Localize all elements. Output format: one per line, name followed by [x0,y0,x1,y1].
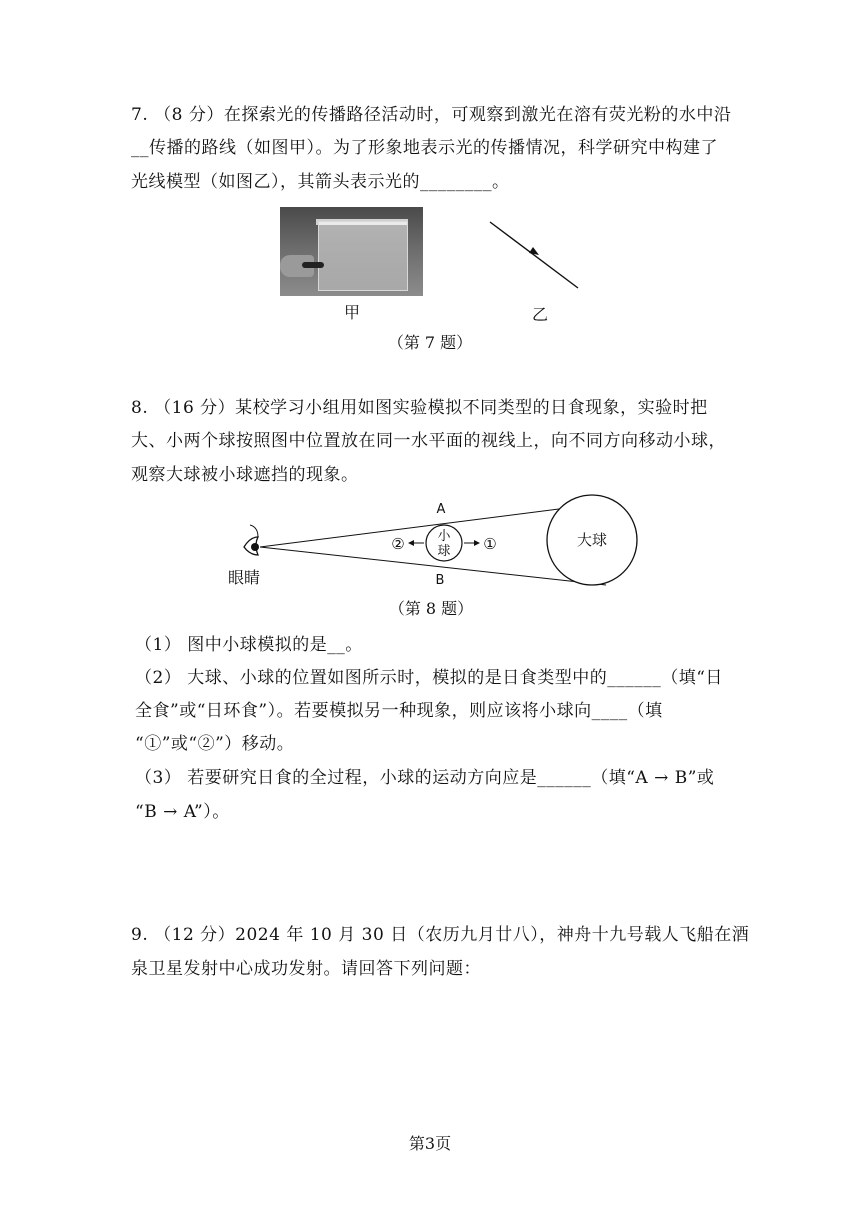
q7-line-1: 7. （8 分）在探索光的传播路径活动时，可观察到激光在溶有荧光粉的水中沿 [131,105,732,125]
q8-line-1: 8. （16 分）某校学习小组用如图实验模拟不同类型的日食现象，实验时把 [131,398,708,418]
fig-label-yi: 乙 [531,305,549,324]
small-ball-label-1: 小 [437,529,451,544]
light-ray-arrowhead [529,247,539,255]
eclipse-diagram [228,495,648,590]
page-number: 第3页 [408,1134,452,1153]
q8-line-3: 观察大球被小球遮挡的现象。 [131,465,359,485]
q8-sub-1: （1） 图中小球模拟的是__。 [135,635,363,655]
q7-line-2: __传播的路线（如图甲）。为了形象地表示光的传播情况，科学研究中构建了 [131,138,718,158]
q8-sub-2-line-2: 全食”或“日环食”）。若要模拟另一种现象，则应该将小球向____（填 [135,701,663,721]
arrow-right-head [474,540,480,546]
eye-pupil [251,543,259,551]
big-ball-label: 大球 [576,531,608,549]
eye-label: 眼睛 [228,568,261,587]
light-ray-model [484,216,594,306]
q8-line-2: 大、小两个球按照图中位置放在同一水平面的视线上，向不同方向移动小球， [131,431,726,451]
q8-caption: （第 8 题） [388,599,474,618]
q7-caption: （第 7 题） [387,333,473,352]
eyelash [250,525,258,537]
laser-pointer [302,262,324,268]
q9-line-1: 9. （12 分）2024 年 10 月 30 日（农历九月廿八），神舟十九号载人飞船在酒 [131,925,750,945]
fig-label-jia: 甲 [343,303,361,322]
q9-line-2: 泉卫星发射中心成功发射。请回答下列问题： [131,959,481,979]
q8-sub-2-line-3: “①”或“②”）移动。 [135,734,295,754]
q8-sub-3-line-1: （3） 若要研究日食的全过程，小球的运动方向应是______（填“A → B”或 [135,768,715,788]
water-tank [318,221,408,291]
label-1: ① [483,535,497,553]
arrow-left-head [408,540,414,546]
label-b: B [435,573,445,588]
q8-sub-3-line-2: “B → A”）。 [135,802,230,822]
small-ball-label-2: 球 [437,544,451,559]
laser-water-tank-photo [280,207,423,296]
light-ray-line [490,222,578,288]
q8-sub-2-line-1: （2） 大球、小球的位置如图所示时，模拟的是日食类型中的______（填“日 [135,668,723,688]
label-a: A [436,502,446,517]
label-2: ② [391,535,405,553]
q7-line-3: 光线模型（如图乙），其箭头表示光的________。 [131,172,510,192]
